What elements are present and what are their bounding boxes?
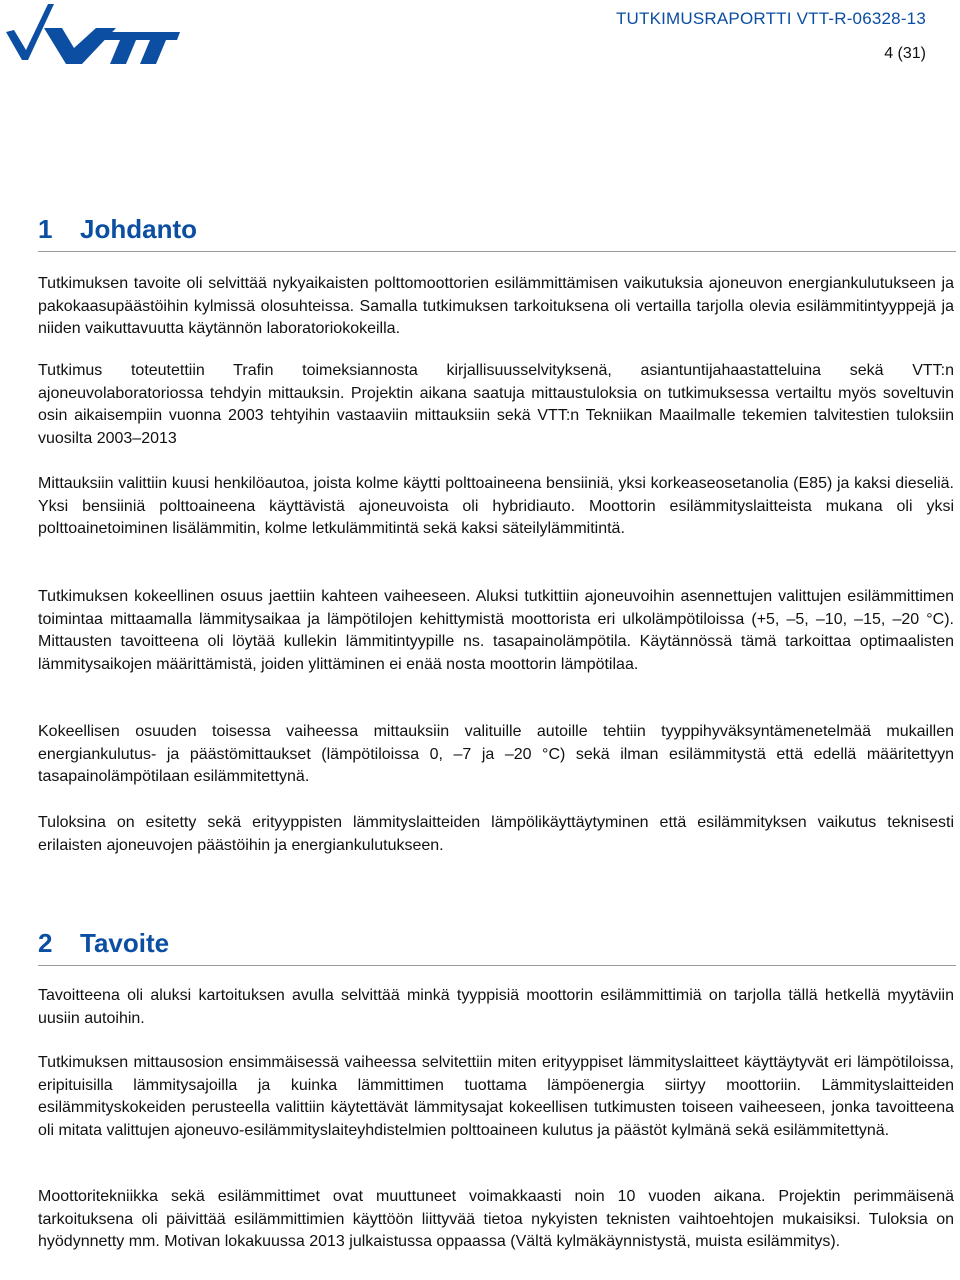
section-title: Johdanto [80, 214, 197, 244]
section-heading-2 [38, 928, 956, 966]
paragraph: Mittauksiin valittiin kuusi henkilöautoa, joista kolme käytti polttoaineena bensiiniä, yksi korkeaseosetanolia (E85) ja kaksi dieseliä. Yksi bensiiniä polttoaineena käyttävistä ajoneuvoista oli hybridiauto. Moottorin esilämmityslaitteista mukana oli yksi polttoainetoiminen lisälämmitin, kolme letkulämmitintä sekä kaksi säteilylämmitintä. [38, 475, 954, 538]
paragraph: Tutkimuksen tavoite oli selvittää nykyaikaisten polttomoottorien esilämmittämisen vaikutuksia ajoneuvon energiankulutukseen ja pakokaasupäästöihin kylmissä olosuhteissa. Samalla tutkimuksen tarkoituksena oli vertailla tarjolla olevia esilämmitintyyppejä ja niiden vaikuttavuutta käytännön laboratoriokokeilla. [38, 275, 954, 338]
paragraph: Moottoritekniikka sekä esilämmittimet ovat muuttuneet voimakkaasti noin 10 vuoden aikana. Projektin perimmäisenä tarkoituksena oli päivittää esilämmittimien käyttöön liittyvää tietoa nykyisten teknisten vaihtoehtojen mukaisiksi. Tuloksia on hyödynnetty mm. Motivan lokakuussa 2013 julkaistussa oppaassa (Vältä kylmäkäynnistystä, muista esilämmitys). [38, 1188, 954, 1251]
vtt-logo [4, 2, 180, 66]
report-id: TUTKIMUSRAPORTTI VTT-R-06328-13 [615, 9, 926, 28]
paragraph: Tavoitteena oli aluksi kartoituksen avulla selvittää minkä tyyppisiä moottorin esilämmittimiä on tarjolla tällä hetkellä myytäviin uusiin autoihin. [38, 987, 954, 1027]
paragraph: Tutkimuksen kokeellinen osuus jaettiin kahteen vaiheeseen. Aluksi tutkittiin ajoneuvoihin asennettujen valittujen esilämmittimen toimintaa mittaamalla lämmitysaikaa ja lämpötilojen kehittymistä moottorista eri ulkolämpötiloissa (+5, –5, –10, –15, –20 °C). Mittausten tavoitteena oli löytää kullekin lämmitintyypille ns. tasapainolämpötila. Käytännössä tämä tarkoittaa optimaalisten lämmitysaikojen määrittämistä, joiden ylittäminen ei enää nosta moottorin lämpötilaa. [38, 588, 954, 673]
paragraph: Kokeellisen osuuden toisessa vaiheessa mittauksiin valituille autoille tehtiin tyyppihyväksyntämenetelmää mukaillen energiankulutus- ja päästömittaukset (lämpötiloissa 0, –7 ja –20 °C) sekä ilman esilämmitystä että edellä määritettyyn tasapainolämpötilaan esilämmitettynä. [38, 723, 954, 786]
paragraph: Tutkimuksen mittausosion ensimmäisessä vaiheessa selvitettiin miten erityyppiset lämmityslaitteet käyttäytyvät eri lämpötiloissa, eripituisilla lämmitysajoilla ja kuinka lämmittimen tuottama lämpöenergia siirtyy moottoriin. Lämmityslaitteiden esilämmityskokeiden perusteella valittiin käytettävät lämmitysajat kokeellisen tutkimusten toiseen vaiheeseen, jonka tavoitteena oli mitata valittujen ajoneuvo-esilämmityslaiteyhdistelmien polttoaineen kulutus ja päästöt kylmänä sekä esilämmitettynä. [38, 1054, 954, 1139]
section-title: Tavoite [80, 928, 170, 958]
page-number: 4 (31) [884, 45, 926, 62]
paragraph: Tuloksina on esitetty sekä erityyppisten lämmityslaitteiden lämpölikäyttäytyminen että esilämmityksen vaikutus teknisesti erilaisten ajoneuvojen päästöihin ja energiankulutukseen. [38, 814, 954, 854]
section-number: 1 [38, 214, 53, 244]
section-heading-1 [38, 214, 956, 252]
paragraph: Tutkimus toteutettiin Trafin toimeksiannosta kirjallisuusselvityksenä, asiantuntijahaastatteluina sekä VTT:n ajoneuvolaboratoriossa tehdyin mittauksin. Projektin aikana saatuja mittaustuloksia on tutkimuksessa vertailtu myös soveltuvin osin aikaisempiin vuonna 2003 tehtyihin vastaaviin mittauksiin sekä VTT:n Tekniikan Maailmalle tekemien talvitestien tuloksiin vuosilta 2003–2013 [38, 362, 954, 447]
section-number: 2 [38, 928, 53, 958]
